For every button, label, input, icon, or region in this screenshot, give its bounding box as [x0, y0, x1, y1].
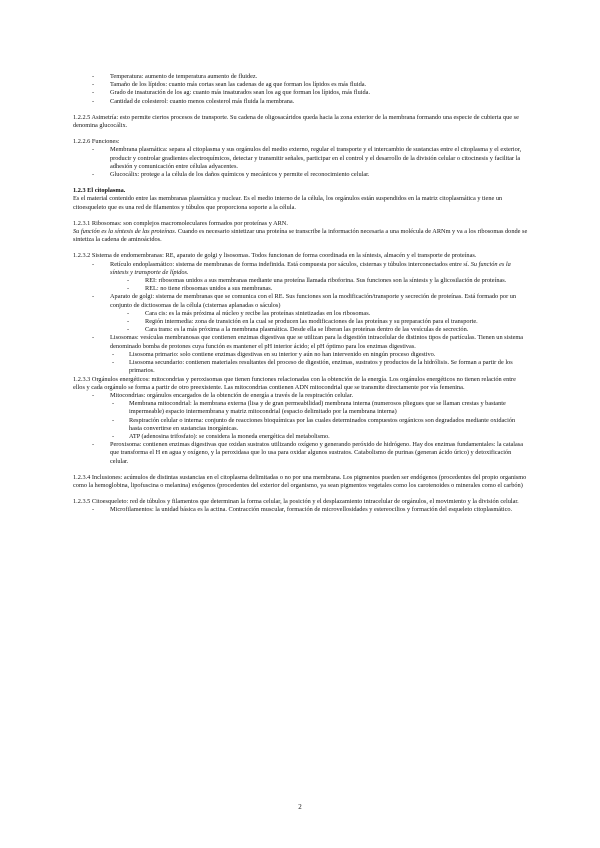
sub-list-item: - Cara cis: es la más próxima al núcleo y recibe las proteínas sintetizadas en los ribosomas.	[73, 310, 528, 318]
page-content	[73, 73, 528, 515]
reticulo-text: Retículo endoplasmático: sistema de membranas de forma indefinida. Está compuesta por sáculos, cisternas y túbulos interconectados entre sí.	[110, 260, 471, 268]
list-item: - Cantidad de colesterol: cuanto menos colesterol más fluida la membrana.	[73, 98, 528, 106]
citoplasma-heading: 1.2.3 El citoplasma.	[73, 187, 126, 195]
membrane-properties-list	[73, 73, 528, 106]
list-item-mitocondrias: - Mitocondrias: orgánulos encargados de la obtención de energía a través de la respiración celular.	[73, 392, 528, 400]
sub-list-item: - Cara trans: es la más próxima a la membrana plasmática. Desde ella se liberan las proteínas dentro de las vesículas de secreción.	[73, 326, 528, 334]
list-item: - Microfilamentos: la unidad básica es la actina. Contracción muscular, formación de microvellosidades y estereocilios y formación del esqueleto citoplasmático.	[73, 506, 528, 514]
reticulo-function-italic: Su función es la síntesis y transporte de lípidos.	[110, 260, 511, 276]
sub-list-item: - Lisosoma primario: solo contiene enzimas digestivas en su interior y aún no han intervenido en ningún proceso digestivo.	[73, 351, 528, 359]
sub-list-item: - Respiración celular o interna: conjunto de reacciones bioquímicas por las cuales determinados compuestos orgánicos son degradados mediante oxidación hasta convertirse en sustancias inorgánicas.	[73, 417, 528, 433]
funciones-heading: 1.2.2.6 Funciones:	[73, 138, 120, 146]
list-item: - Grado de insaturación de los ag: cuanto más insaturados sean los ag que forman los lípidos, más fluida.	[73, 89, 528, 97]
list-item: - Tamaño de los lípidos: cuanto más cortas sean las cadenas de ag que forman los lípidos es más fluida.	[73, 81, 528, 89]
sub-list-item: - ATP (adenosina trifosfato): se considera la moneda energética del metabolismo.	[73, 433, 528, 441]
inclusiones-paragraph: 1.2.3.4 Inclusiones: acúmulos de distintas sustancias en el citoplasma delimitadas o no por una membrana. Los pigmentos pueden ser endógenos (procedentes del propio organismo como la hemoglobina, lipofuscina o melanina) exógenos (procedentes del exterior del organismo, ya sean pigmentos vegetales como los carotenoides o minerales como el carbón)	[73, 473, 527, 489]
sub-list-item: - REL: no tiene ribosomas unidos a sus membranas.	[73, 285, 528, 293]
ribosomas-function-italic: Su función es la síntesis de las proteínas.	[73, 228, 177, 236]
energeticos-heading: 1.2.3.3 Orgánulos energéticos: mitocondrias y peroxisomas que tienen funciones relacionadas con la obtención de la energía. Los orgánulos energéticos no tienen relación entre ellos y cada orgánulo se forma a partir de otro preexistente. Las mitocondrias contienen ADN mitocondrial que se transmite directamente por vía femenina.	[73, 375, 516, 391]
list-item: - Membrana plasmática: separa al citoplasma y sus orgánulos del medio externo, regular el transporte y el intercambio de sustancias entre el citoplasma y el exterior, producir y controlar gradientes electroquímicos, detectar y transmitir señales, participar en el control y el desarrollo de la división celular o citocinesis y facilitar la adhesión y comunicación entre células adyacentes.	[73, 146, 528, 171]
sub-list-item: - Región intermedia: zona de transición en la cual se producen las modificaciones de las proteínas y su preparación para el transporte.	[73, 318, 528, 326]
sub-list-item: - REI: ribosomas unidos a sus membranas mediante una proteína llamada riboforina. Sus funciones son la síntesis y la glicosilación de proteínas.	[73, 277, 528, 285]
endomembranas-heading: 1.2.3.2 Sistema de endomembranas: RE, aparato de golgi y lisosomas. Todos funcionan de forma coordinada en la síntesis, almacén y el transporte de proteínas.	[73, 252, 477, 260]
page-number: 2	[298, 803, 302, 811]
list-item: - Temperatura: aumento de temperatura aumento de fluidez.	[73, 73, 528, 81]
ribosomas-paragraph	[73, 228, 528, 244]
list-item: - Glucocálix: protege a la célula de los daños químicos y mecánicos y permite el reconocimiento celular.	[73, 171, 528, 179]
sub-list-item: - Lisosoma secundario: contienen materiales resultantes del proceso de digestión, enzimas, sustratos y productos de la hidrólisis. Se forman a partir de los primarios.	[73, 359, 528, 375]
list-item-peroxisoma: - Peroxisoma: contienen enzimas digestivas que oxidan sustratos utilizando oxígeno y generando peróxido de hidrógeno. Hay dos enzimas fundamentales: la catalasa que transforma el H en agua y oxígeno, y la peroxidasa que lo usa para oxidar algunos sustratos. Catabolismo de purinas (generan ácido úrico) y detoxificación celular.	[73, 441, 528, 466]
sub-list-item: - Membrana mitocondrial: la membrana externa (lisa y de gran permeabilidad) membrana interna (numerosos pliegues que se llaman crestas y bastante impermeable) espacio intermembrana y matriz mitocondrial (espacio delimitado por la membrana interna)	[73, 400, 528, 416]
asimetria-paragraph: 1.2.2.5 Asimetría: esto permite ciertos procesos de transporte. Su cadena de oligosacáridos queda hacia la zona exterior de la membrana formando una especie de cubierta que se denomina glucocálix.	[73, 113, 519, 130]
list-item-reticulo	[73, 261, 528, 277]
ribosomas-heading: 1.2.3.1 Ribosomas: son complejos macromoleculares formados por proteínas y ARN.	[73, 219, 288, 227]
list-item-golgi: - Aparato de golgi: sistema de membranas que se comunica con el RE. Sus funciones son la modificación/transporte y secreción de proteínas. Está formado por un conjunto de dictiosomas de la célula (cisternas aplanadas o sáculos)	[73, 293, 528, 309]
citoesqueleto-heading: 1.2.3.5 Citoesqueleto: red de túbulos y filamentos que determinan la forma celular, la posición y el desplazamiento intracelular de orgánulos, el movimiento y la división celular.	[73, 498, 519, 506]
list-item-lisosomas: - Lisosomas: vesículas membranosas que contienen enzimas digestivas que se utilizan para la digestión intracelular de distintos tipos de partículas. Tienen un sistema denominado bomba de protones cuya función es mantener el pH interior ácido; el pH óptimo para los enzimas digestivas.	[73, 334, 528, 350]
ribosomas-text: Cuando es necesario sintetizar una proteína se transcribe la información necesaria a una molécula de ARNm y va a los ribosomas donde se sintetiza la cadena de aminoácidos.	[73, 228, 528, 244]
citoplasma-paragraph: Es el material contenido entre las membranas plasmática y nuclear. Es el medio interno de la célula, los orgánulos están suspendidos en la matriz citoplasmática y tiene un citoesqueleto que es una red de filamentos y túbulos que proporciona soporte a la célula.	[73, 195, 503, 211]
